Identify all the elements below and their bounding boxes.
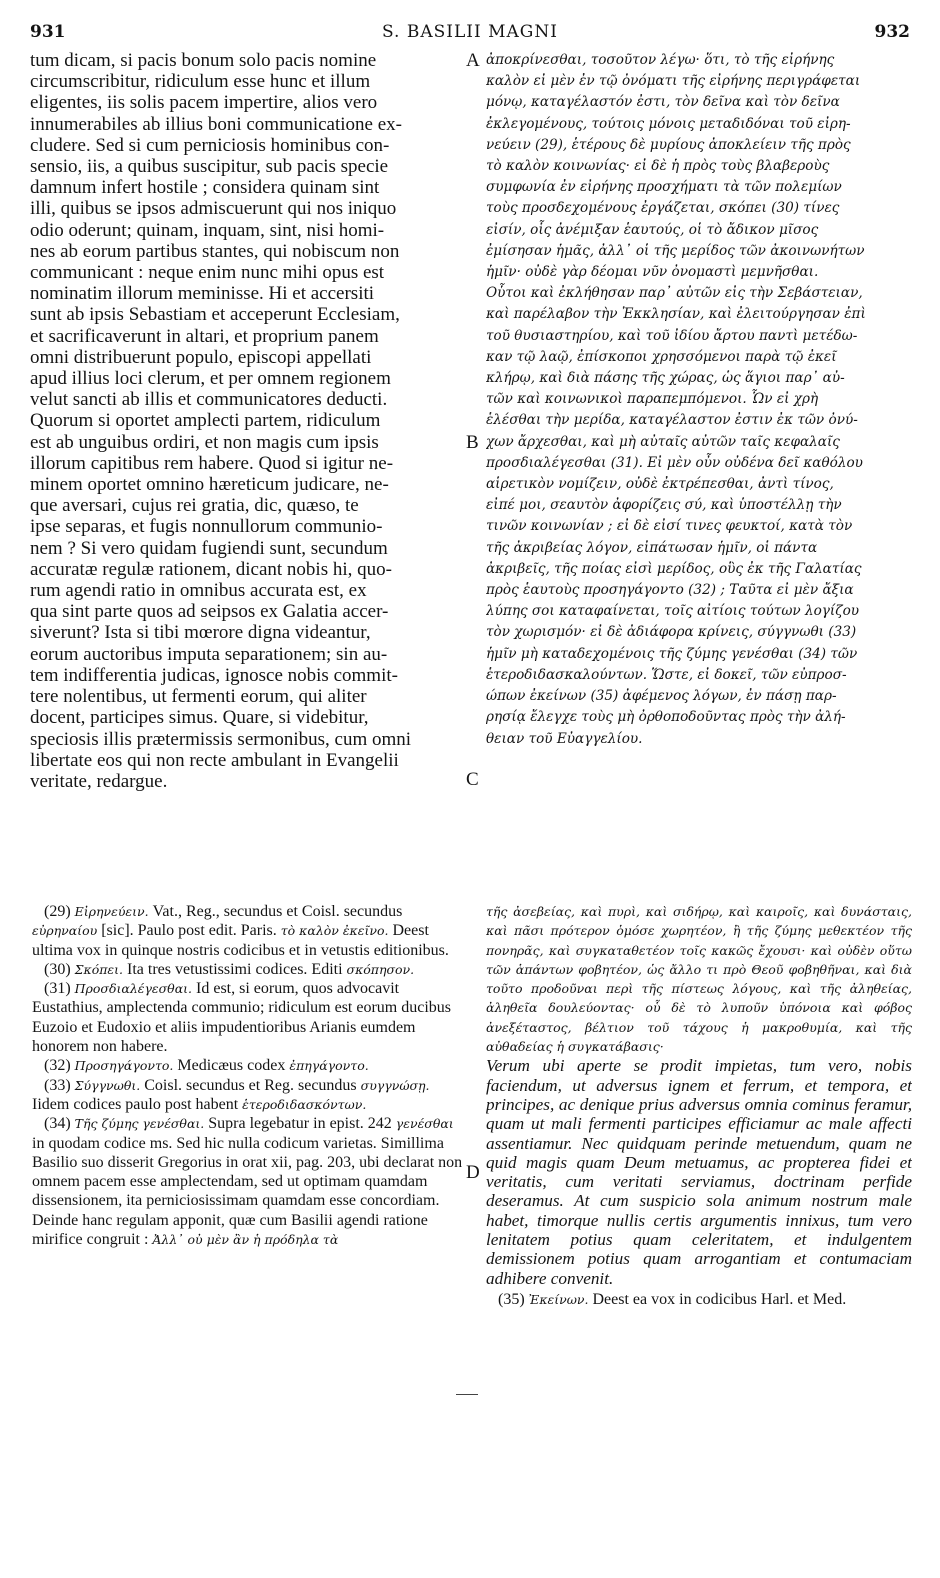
text-line: καλὸν εἰ μὲν ἐν τῷ ὀνόματι τῆς εἰρήνης περιγράφεται: [486, 73, 861, 90]
text-line: tere nolentibus, ut fermenti eorum, qui aliter: [30, 686, 367, 708]
text-line: velut sancti ab illis et communicatores deducti.: [30, 389, 388, 411]
text-line: τῶν καὶ κοινωνικοὶ παραπεμπόμενοι. Ὧν εἰ χρὴ: [486, 391, 819, 408]
text-line: docent, participes simus. Quare, si videbitur,: [30, 707, 369, 729]
text-line: τὸν χωρισμόν· εἰ δὲ ἀδιάφορα κρίνεις, σύγγνωθι (33): [486, 624, 857, 641]
text-line: ἀποκρίνεσθαι, τοσοῦτον λέγω· ὅτι, τὸ τῆς εἰρήνης: [486, 52, 835, 68]
text-line: accuratæ regulæ rationem, dicant nobis hi, quo-: [30, 558, 392, 580]
text-line: ρησίᾳ ἔλεγχε τοὺς μὴ ὀρθοποδοῦντας πρὸς τὴν ἀλή-: [486, 709, 846, 726]
text-line: καὶ παρέλαβον τὴν Ἐκκλησίαν, καὶ ἐλειτούργησαν ἐπὶ: [486, 306, 866, 323]
text-line: omni distribuerunt populo, episcopi appellati: [30, 346, 372, 368]
text-line: minem oportet omnino hæreticum judicare, ne-: [30, 474, 389, 496]
text-line: illi, quibus se ipsos admiscuerunt qui nos iniquo: [30, 198, 397, 220]
text-line: eorum auctoribus imputa separationem; sin au-: [30, 643, 388, 665]
footnote-33: (33) Σύγγνωθι. Coisl. secundus et Reg. secundus συγγνώσῃ. Iidem codices paulo post habent ἑτεροδιδασκόντων.: [32, 1076, 430, 1113]
text-line: veritate, redargue.: [30, 770, 168, 792]
text-line: τοὺς προσδεχομένους ἐργάζεται, σκόπει (30) τίνες: [486, 200, 840, 217]
text-line: libertate eos qui non recte ambulant in Evangelii: [30, 749, 399, 771]
text-line: rum agendi ratio in omnibus accurata est, ex: [30, 580, 367, 602]
margin-letter-a: A: [466, 50, 480, 71]
text-line: κλήρῳ, καὶ διὰ πάσης τῆς χώρας, ὡς ἅγιοι παρ᾽ αὐ-: [486, 370, 845, 387]
text-line: est ab unguibus ordiri, et non magis cum ipsis: [30, 431, 379, 453]
footnote-32: (32) Προσηγάγοντο. Medicæus codex ἐπηγάγοντο.: [44, 1057, 369, 1075]
greek-column: [486, 50, 912, 750]
text-line: nes ab eorum partibus stantes, qui nobiscum non: [30, 240, 400, 262]
text-line: ώπων ἐκείνων (35) ἀφέμενος λόγων, ἐν πάσῃ παρ-: [486, 688, 837, 705]
text-line: odio oderunt; quinam, inquam, sint, nisi homi-: [30, 219, 385, 241]
text-line: apud illius loci clerum, et per omnem regionem: [30, 368, 391, 390]
text-line: tum dicam, si pacis bonum solo pacis nomine: [30, 50, 377, 71]
latin-column: [30, 50, 458, 792]
text-line: tem indifferentia judicas, ignosce nobis commit-: [30, 664, 398, 686]
margin-letter-c: C: [466, 769, 479, 790]
text-line: circumscribitur, ridiculum esse hunc et illum: [30, 71, 371, 93]
text-line: damnum infert hostile ; considera quinam sint: [30, 177, 380, 199]
text-line: communicant : neque enim nunc mihi opus est: [30, 262, 385, 284]
text-line: ἐμίσησαν ἡμᾶς, ἀλλ᾽ οἱ τῆς μερίδος τῶν ἀκοινωνήτων: [486, 242, 865, 259]
footnote-34: (34) Τῆς ζύμης γενέσθαι. Supra legebatur in epist. 242 γενέσθαι in quodam codice ms. Sed hic nulla codicum varietas. Simillima Basilio suo disserit Gregorius in orat xii, pag. 203, ubi declarat non omnem pacem esse amplectendam, sed ut optimam quamdam dissensionem, ita perniciosissimam quamdam esse concordiam. Deinde hanc regulam apponit, quæ cum Basilii agendi ratione mirifice congruit : Ἀλλ᾽ οὐ μὲν ἂν ἡ πρόδηλα τὰ: [32, 1115, 463, 1249]
text-line: ἡμῖν μὴ καταδεχομένοις τῆς ζύμης γενέσθαι (34) τῶν: [486, 645, 858, 662]
text-line: eligentes, iis solis pacem impertire, alios vero: [30, 92, 378, 114]
footnotes-right: [486, 902, 912, 1325]
text-line: ἡμῖν· οὐδὲ γὰρ δέομαι νῦν ὀνομαστὶ μεμνῆσθαι.: [486, 264, 819, 281]
footnote-latin-translation: Verum ubi aperte se prodit impietas, tum vero, nobis faciendum, ut adversus ignem et ferrum, et tempora, et principes, ac denique prius adversus omnia cominus feramur, quam ut mali fermenti participes efficiamur ac male affecti assentiamur. Nec quidquam perinde metuendum, quam ne quid magis quam Deum metuamus, ac propterea fidei et veritatis, cum veritati serviamus, doctrinam perfide deseramus. At cum suspicio sola animum nostrum male habet, timorque nullis certis argumentis innixus, tum vero lenitatem potius quam celeritatem, et indulgentem demissionem potius quam arrogantiam et contumaciam adhibere convenit.: [486, 1056, 912, 1288]
text-line: sunt ab ipsis Sebastiam et acceperunt Ecclesiam,: [30, 304, 400, 326]
text-line: siverunt? Ista si tibi mœrore digna videantur,: [30, 622, 371, 644]
text-line: μόνῳ, καταγέλαστόν ἐστι, τὸν δεῖνα καὶ τὸν δεῖνα: [486, 94, 840, 111]
text-line: προσδιαλέγεσθαι (31). Εἰ μὲν οὖν οὐδένα δεῖ καθόλου: [486, 454, 863, 471]
footnote-29: (29) Εἰρηνεύειν. Vat., Reg., secundus et Coisl. secundus εὐρηναίου [sic]. Paulo post edit. Paris. τὸ καλὸν ἐκεῖνο. Deest ultima vox in quinque nostris codicibus et in vetustis editionibus.: [32, 903, 449, 959]
text-line: εἰπέ μοι, σεαυτὸν ἀφορίζεις σύ, καὶ ὑποστέλλῃ τὴν: [486, 497, 842, 514]
text-line: ἐκλεγομένους, τούτοις μόνοις μεταδιδόναι τοῦ εἰρη-: [486, 115, 851, 132]
text-line: cludere. Sed si cum perniciosis hominibus con-: [30, 134, 390, 156]
text-line: ἀκριβεῖς, τῆς ποίας εἰσὶ μερίδος, οὓς ἐκ τῆς Γαλατίας: [486, 560, 862, 577]
text-line: nem ? Si vero quidam fugiendi sunt, secundum: [30, 537, 388, 559]
text-line: Quorum si oportet amplecti partem, ridiculum: [30, 410, 381, 432]
text-line: et sacrificaverunt in altari, et proprium panem: [30, 325, 379, 347]
text-line: νεύειν (29), ἑτέρους δὲ μυρίους ἀποκλείειν τῆς πρὸς: [486, 136, 851, 153]
page-end-rule: [456, 1394, 478, 1395]
text-line: ἑτεροδιδασκαλούντων. Ὥστε, εἰ δοκεῖ, τῶν εὐπροσ-: [486, 666, 847, 683]
footnote-31: (31) Προσδιαλέγεσθαι. Id est, si eorum, quos advocavit Eustathius, amplectenda communio; ridiculum est eorum ducibus Euzoio et Eudoxio et aliis impudentioribus Arianis eumdem honorem non habere.: [32, 980, 452, 1056]
margin-letter-d: D: [466, 1162, 480, 1183]
text-line: nominatim illorum meminisse. Hi et accersiti: [30, 283, 375, 305]
text-line: speciosis illis prætermissis sermonibus, cum omni: [30, 728, 412, 750]
text-line: sensio, iis, a quibus suscipitur, sub pacis specie: [30, 156, 389, 178]
text-line: θειαν τοῦ Εὐαγγελίου.: [486, 730, 643, 747]
text-line: τὸ καλὸν κοινωνίας· εἰ δὲ ἡ πρὸς τοὺς βλαβεροὺς: [486, 158, 830, 175]
footnote-greek-continuation: τῆς ἀσεβείας, καὶ πυρὶ, καὶ σιδήρῳ, καὶ καιροῖς, καὶ δυνάσταις, καὶ πᾶσι πρότερον ὁμόσε χωρητέον, ἢ τῆς ζύμης μεθεκτέον τῆς πονηρᾶς, καὶ συγκαταθετέον τοῖς κακῶς ἔχουσι· καὶ οὐδὲν οὕτω τῶν ἁπάντων φοβητέον, ὡς ἄλλο τι πρὸ Θεοῦ φοβηθῆναι, καὶ διὰ τοῦτο προδοῦναι περὶ τῆς πίστεως λόγους, καὶ τῆς ἀληθείας, ἀληθεῖα δουλεύοντας· οὗ δὲ τὸ λυποῦν ὑπόνοια καὶ φόβος ἀνεξέταστος, βέλτιον τοῦ τάχους ἡ μακροθυμία, καὶ τῆς αὐθαδείας ἡ συγκατάβασις·: [486, 904, 912, 1055]
text-line: qua sint parte quos ad seipsos ex Galatia accer-: [30, 601, 389, 623]
text-line: πρὸς ἑαυτοὺς προσηγάγοντο (32) ; Ταῦτα εἰ μὲν ἄξια: [486, 582, 854, 599]
text-line: ἑλέσθαι τὴν μερίδα, καταγέλαστον ἐστιν ἐκ τῶν ὀνύ-: [486, 412, 858, 429]
text-line: συμφωνία ἐν εἰρήνης προσχήματι τὰ τῶν πολεμίων: [486, 179, 842, 196]
text-line: illorum capitibus rem habere. Quod si igitur ne-: [30, 452, 394, 474]
text-line: λύπης σοι καταφαίνεται, τοῖς αἰτίοις τούτων λογίζου: [486, 603, 860, 620]
text-line: καν τῷ λαῷ, ἐπίσκοποι χρησσόμενοι παρὰ τῷ ἐκεῖ: [486, 348, 837, 365]
footnote-30: (30) Σκόπει. Ita tres vetustissimi codices. Editi σκόπησον.: [44, 960, 415, 978]
text-line: τοῦ θυσιαστηρίου, καὶ τοῦ ἰδίου ἄρτου παντὶ μετέδω-: [486, 327, 858, 344]
text-line: ipse separas, et fugis nonnullorum communio-: [30, 516, 383, 538]
text-line: innumerabiles ab illius boni communicatione ex-: [30, 113, 402, 135]
text-line: que aversari, cujus rei gratia, dic, quæso, te: [30, 495, 359, 517]
left-page-number: 931: [30, 22, 66, 42]
text-line: εἰσίν, οἷς ἀνέμιξαν ἑαυτούς, οἱ τὸ ἄδικον μῖσος: [486, 221, 819, 238]
footnote-35: (35) Ἐκείνων. Deest ea vox in codicibus Harl. et Med.: [498, 1290, 847, 1308]
right-page-number: 932: [874, 22, 910, 42]
text-line: Οὗτοι καὶ ἐκλήθησαν παρ᾽ αὐτῶν εἰς τὴν Σεβάστειαν,: [486, 285, 863, 302]
running-title: S. BASILII MAGNI: [382, 22, 558, 42]
text-line: αἱρετικὸν νομίζειν, οὐδὲ ἐκτρέπεσθαι, ἀντὶ τίνος,: [486, 476, 834, 493]
text-line: τινῶν κοινωνίαν ; εἰ δὲ εἰσί τινες φευκτοί, κατὰ τὸν: [486, 518, 853, 535]
text-line: χων ἄρχεσθαι, καὶ μὴ αὐταῖς αὐτῶν ταῖς κεφαλαῖς: [486, 433, 840, 450]
text-line: τῆς ἀκριβείας λόγον, εἰπάτωσαν ἡμῖν, οἱ πάντα: [486, 539, 818, 556]
footnotes-left: [32, 902, 464, 1249]
margin-letter-b: B: [466, 432, 479, 453]
